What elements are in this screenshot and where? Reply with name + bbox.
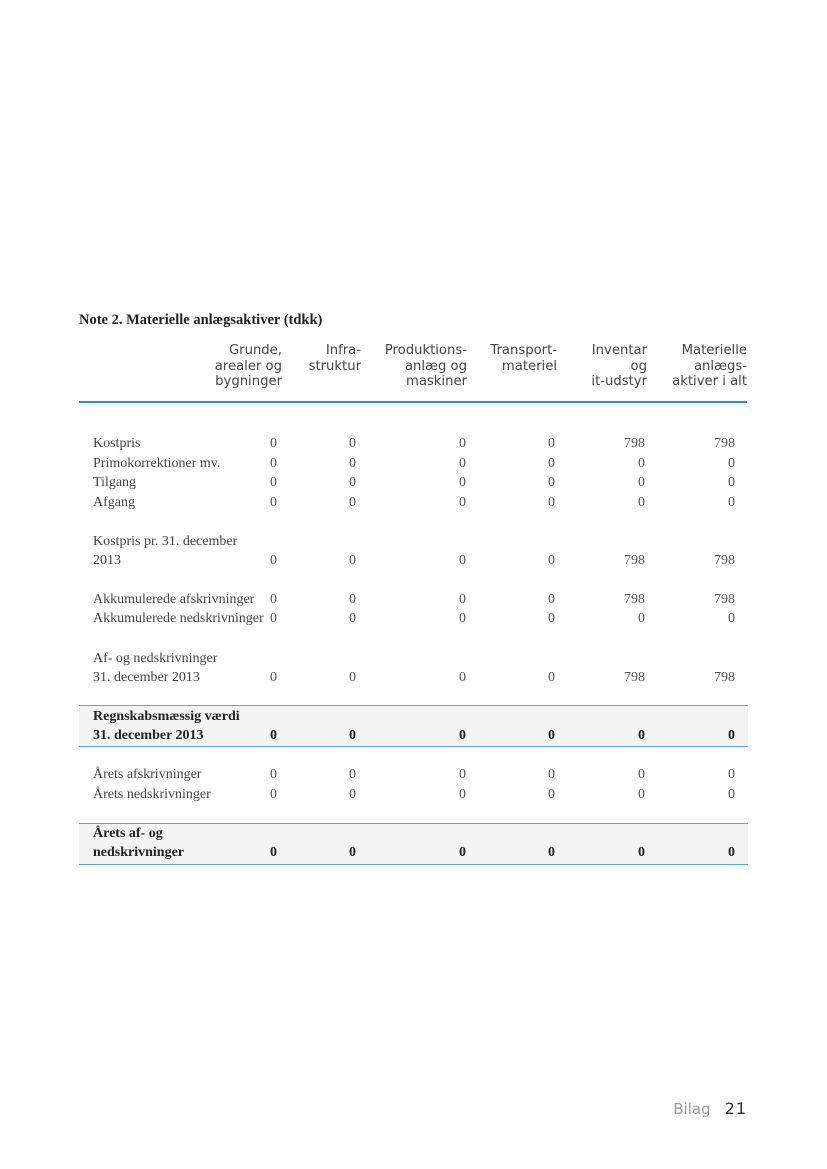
column-header-inventar: Inventar og it-udstyr — [591, 343, 647, 389]
table-row-regnskabsmaessig-label: Regnskabsmæssig værdi — [93, 709, 240, 724]
table-row-af-ned-ultimo: 31. december 2013 0 0 0 0 798 798 — [93, 670, 735, 685]
table-row-akk-nedskrivninger: Akkumulerede nedskrivninger 0 0 0 0 0 0 — [93, 611, 735, 626]
table-row-primokorrektioner: Primokorrektioner mv. 0 0 0 0 0 0 — [93, 456, 735, 471]
table-row-kostpris: Kostpris 0 0 0 0 798 798 — [93, 436, 735, 451]
note-title: Note 2. Materielle anlægsaktiver (tdkk) — [79, 312, 323, 328]
column-header-produktionsanlaeg: Produktions- anlæg og maskiner — [384, 343, 467, 389]
table-row-kostpris-ultimo: 2013 0 0 0 0 798 798 — [93, 553, 735, 568]
column-header-transportmateriel: Transport- materiel — [490, 343, 557, 374]
table-row-afgang: Afgang 0 0 0 0 0 0 — [93, 495, 735, 510]
column-header-materielle-i-alt: Materielle anlægs- aktiver i alt — [672, 343, 747, 389]
table-row-kostpris-ultimo-label: Kostpris pr. 31. december — [93, 534, 238, 549]
header-divider — [79, 401, 747, 403]
table-row-akk-afskrivninger: Akkumulerede afskrivninger 0 0 0 0 798 798 — [93, 592, 735, 607]
table-row-aarets-af-ned-label: Årets af- og — [93, 826, 163, 841]
table-row-af-ned-ultimo-label: Af- og nedskrivninger — [93, 651, 218, 666]
table-row-tilgang: Tilgang 0 0 0 0 0 0 — [93, 475, 735, 490]
table-row-aarets-afskrivninger: Årets afskrivninger 0 0 0 0 0 0 — [93, 767, 735, 782]
column-header-infrastruktur: Infra- struktur — [308, 343, 361, 374]
page-number: 21 — [724, 1099, 747, 1118]
table-row-aarets-nedskrivninger: Årets nedskrivninger 0 0 0 0 0 0 — [93, 787, 735, 802]
footer-section-label: Bilag — [673, 1100, 711, 1118]
table-row-regnskabsmaessig: 31. december 2013 0 0 0 0 0 0 — [93, 728, 735, 743]
page-footer — [673, 1099, 747, 1118]
table-row-aarets-af-ned: nedskrivninger 0 0 0 0 0 0 — [93, 845, 735, 860]
column-header-grunde: Grunde, arealer og bygninger — [214, 343, 282, 389]
